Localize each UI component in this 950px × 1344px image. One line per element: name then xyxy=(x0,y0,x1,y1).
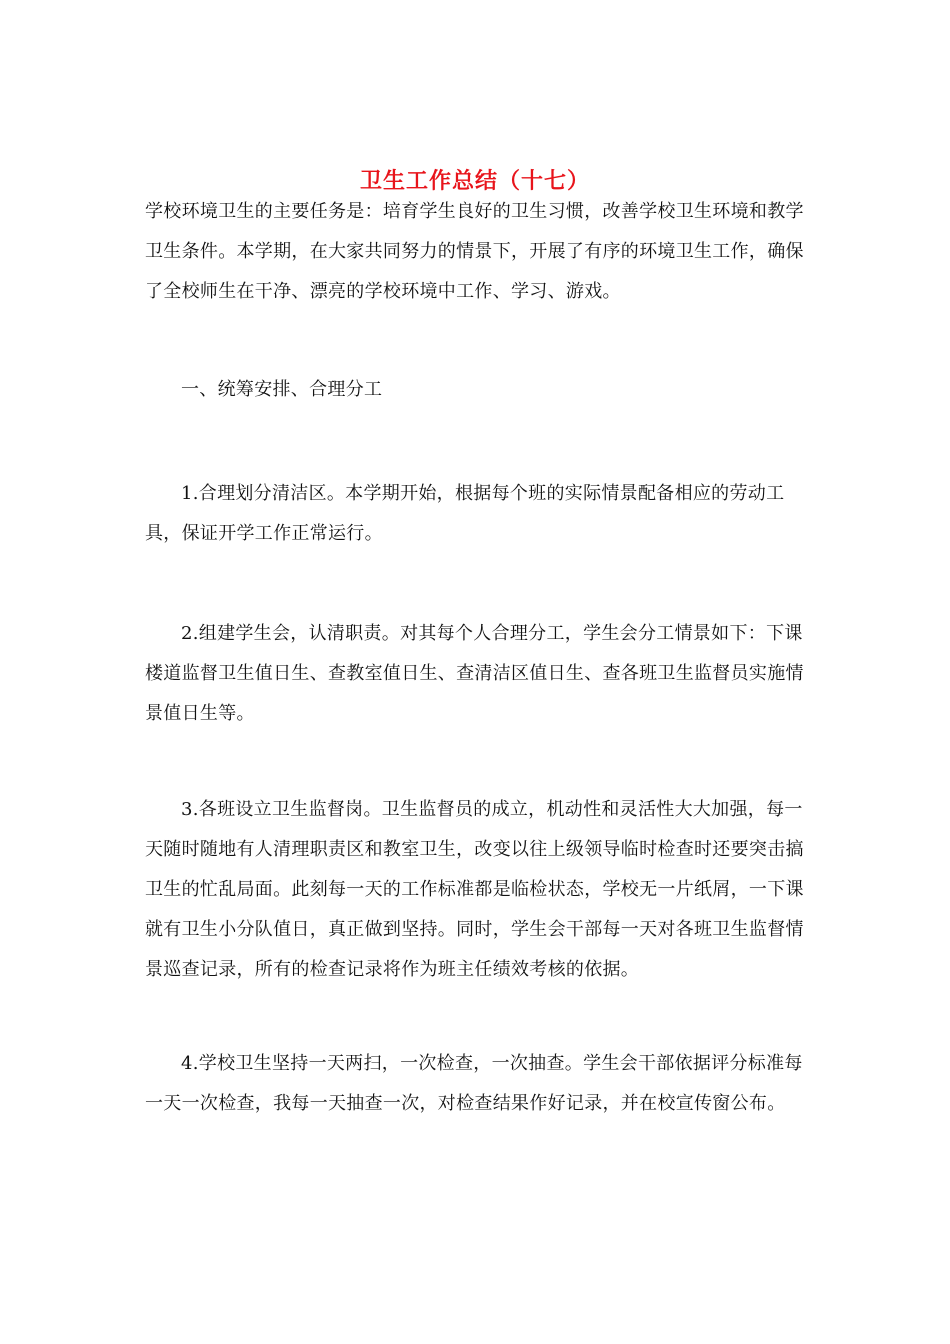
list-item-4: 4.学校卫生坚持一天两扫，一次检查，一次抽查。学生会干部依据评分标准每一天一次检查，我每一天抽查一次，对检查结果作好记录，并在校宣传窗公布。 xyxy=(145,1053,803,1114)
section-heading-1: 一、统筹安排、合理分工 xyxy=(181,379,383,400)
list-item-1: 1.合理划分清洁区。本学期开始，根据每个班的实际情景配备相应的劳动工具，保证开学工作正常运行。 xyxy=(145,483,785,544)
document-title: 卫生工作总结（十七） xyxy=(359,167,590,194)
list-item-3: 3.各班设立卫生监督岗。卫生监督员的成立，机动性和灵活性大大加强，每一天随时随地有人清理职责区和教室卫生，改变以往上级领导临时检查时还要突击搞卫生的忙乱局面。此刻每一天的工作标准都是临检状态，学校无一片纸屑，一下课就有卫生小分队值日，真正做到坚持。同时，学生会干部每一天对各班卫生监督情景巡查记录，所有的检查记录将作为班主任绩效考核的依据。 xyxy=(145,799,804,980)
intro-paragraph: 学校环境卫生的主要任务是：培育学生良好的卫生习惯，改善学校卫生环境和教学卫生条件。本学期，在大家共同努力的情景下，开展了有序的环境卫生工作，确保了全校师生在干净、漂亮的学校环境中工作、学习、游戏。 xyxy=(145,201,804,302)
list-item-2: 2.组建学生会，认清职责。对其每个人合理分工，学生会分工情景如下：下课楼道监督卫生值日生、查教室值日生、查清洁区值日生、查各班卫生监督员实施情景值日生等。 xyxy=(145,623,804,724)
